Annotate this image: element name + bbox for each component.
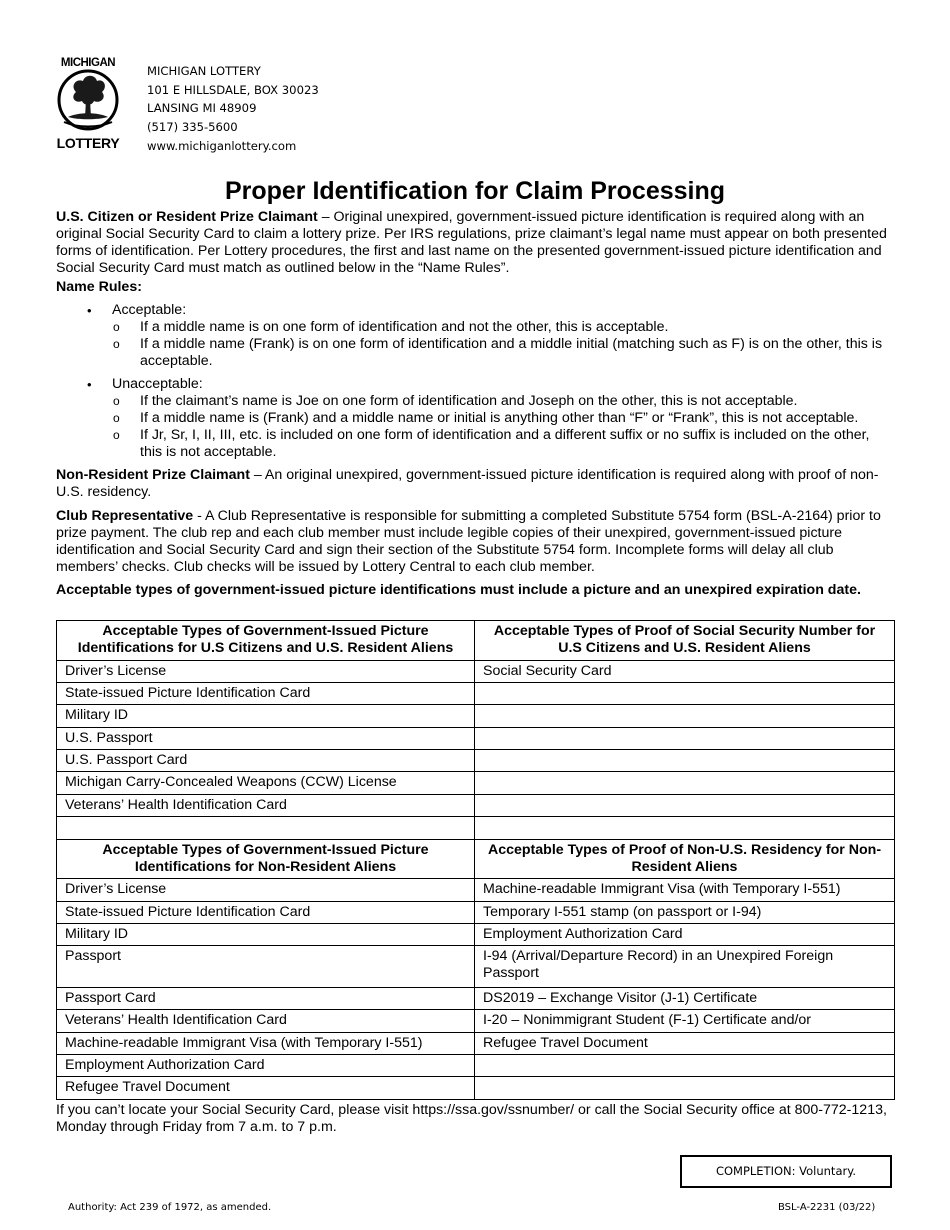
table-cell: Military ID: [57, 705, 475, 727]
logo-top-text: MICHIGAN: [60, 57, 116, 69]
table-cell: Machine-readable Immigrant Visa (with Temporary I-551): [57, 1032, 475, 1054]
table-cell: [475, 1077, 895, 1099]
table-cell: State-issued Picture Identification Card: [57, 901, 475, 923]
table-row: [57, 1032, 895, 1054]
acceptable-bullet: • Acceptable:: [87, 302, 187, 318]
table-cell: Veterans’ Health Identification Card: [57, 1010, 475, 1032]
table-cell: I-94 (Arrival/Departure Record) in an Unexpired Foreign Passport: [475, 946, 895, 988]
table-row: [57, 1077, 895, 1099]
table-cell: Refugee Travel Document: [475, 1032, 895, 1054]
unacceptable-bullet: • Unacceptable:: [87, 376, 203, 392]
authority-note: Authority: Act 239 of 1972, as amended.: [68, 1202, 272, 1213]
table-cell: [475, 682, 895, 704]
table-header-row: [57, 839, 895, 879]
table-cell: [475, 727, 895, 749]
table-cell: [475, 794, 895, 816]
table-row: [57, 794, 895, 816]
table-row: [57, 1010, 895, 1032]
table-row: [57, 817, 895, 839]
lottery-address-block: [147, 62, 319, 156]
table-cell: Michigan Carry-Concealed Weapons (CCW) License: [57, 772, 475, 794]
table-cell: [475, 1054, 895, 1076]
ssn-help-note: If you can’t locate your Social Security Card, please visit https://ssa.gov/ssnumber/ or call the Social Security office at 800-772-1213, Monday through Friday from 7 a.m. to 7 p.m.: [56, 1102, 887, 1135]
list-item: o If the claimant’s name is Joe on one form of identification and Joseph on the other, this is not acceptable.: [113, 393, 798, 409]
logo-bottom-text: LOTTERY: [56, 135, 120, 150]
table-cell: Social Security Card: [475, 660, 895, 682]
acceptable-label: Acceptable:: [112, 302, 187, 318]
non-resident-label: Non-Resident Prize Claimant: [56, 467, 250, 483]
table-cell: State-issued Picture Identification Card: [57, 682, 475, 704]
list-item: o If Jr, Sr, I, II, III, etc. is included on one form of identification and a different suffix or no suffix is included on the other, this is not acceptable.: [113, 427, 870, 460]
table-cell: Driver’s License: [57, 660, 475, 682]
table-cell: Driver’s License: [57, 879, 475, 901]
unacceptable-label: Unacceptable:: [112, 376, 203, 392]
table-cell: U.S. Passport Card: [57, 750, 475, 772]
table-cell: [475, 750, 895, 772]
us-citizen-label: U.S. Citizen or Resident Prize Claimant: [56, 209, 318, 225]
completion-box: COMPLETION: Voluntary.: [680, 1155, 892, 1188]
table-cell: Machine-readable Immigrant Visa (with Temporary I-551): [475, 879, 895, 901]
address-line: LANSING MI 48909: [147, 101, 257, 116]
table-cell: Employment Authorization Card: [57, 1054, 475, 1076]
identification-table: [56, 620, 895, 1100]
table-row: [57, 727, 895, 749]
michigan-lottery-logo: [54, 54, 122, 150]
club-text: - A Club Representative is responsible for submitting a completed Substitute 5754 form (BSL-A-2164) prior to prize payment. The club rep and each club member must include legible copies of their unexpired, government-issued picture identification and Social Security Card and sign their section of the Substitute 5754 form. Incomplete forms will delay all club members’ checks. Club checks will be issued by Lottery Central to each club member.: [56, 508, 881, 575]
table-cell: Veterans’ Health Identification Card: [57, 794, 475, 816]
table-row: [57, 879, 895, 901]
table-header-cell: Acceptable Types of Government-Issued Picture Identifications for Non-Resident Aliens: [57, 839, 475, 879]
club-paragraph: [56, 508, 891, 576]
acceptable-id-note: Acceptable types of government-issued picture identifications must include a picture and an unexpired expiration date.: [56, 582, 861, 598]
club-label: Club Representative: [56, 508, 194, 524]
address-line: MICHIGAN LOTTERY: [147, 64, 261, 78]
table-row: [57, 946, 895, 988]
table-cell: [475, 705, 895, 727]
non-resident-paragraph: [56, 467, 891, 501]
name-rules-list: [56, 302, 891, 461]
table-cell: [475, 817, 895, 839]
table-row: [57, 705, 895, 727]
table-cell: [475, 772, 895, 794]
table-cell: U.S. Passport: [57, 727, 475, 749]
address-line: 101 E HILLSDALE, BOX 30023: [147, 82, 319, 97]
table-row: [57, 772, 895, 794]
table-cell: [57, 817, 475, 839]
body-content: [56, 209, 891, 599]
table-row: [57, 682, 895, 704]
table-header-cell: Acceptable Types of Proof of Social Security Number for U.S Citizens and U.S. Resident Aliens: [475, 621, 895, 661]
table-row: [57, 660, 895, 682]
table-cell: Military ID: [57, 923, 475, 945]
us-citizen-paragraph: [56, 209, 891, 277]
us-citizen-text: – Original unexpired, government-issued picture identification is required along with an original Social Security Card to claim a lottery prize. Per IRS regulations, prize claimant’s legal name must appear on both presented forms of identification. Per Lottery procedures, the first and last name on the presented government-issued picture identification and Social Security Card must match as outlined below in the “Name Rules”.: [56, 209, 887, 276]
table-cell: Passport: [57, 946, 475, 988]
table-row: [57, 901, 895, 923]
table-cell: Passport Card: [57, 987, 475, 1009]
list-item: o If a middle name is on one form of identification and not the other, this is acceptable.: [113, 319, 669, 335]
table-header-cell: Acceptable Types of Government-Issued Picture Identifications for U.S Citizens and U.S. Resident Aliens: [57, 621, 475, 661]
table-cell: Employment Authorization Card: [475, 923, 895, 945]
address-phone: (517) 335-5600: [147, 120, 238, 135]
table-row: [57, 1054, 895, 1076]
name-rules-heading: Name Rules:: [56, 279, 142, 295]
table-cell: I-20 – Nonimmigrant Student (F-1) Certificate and/or: [475, 1010, 895, 1032]
table-header-row: [57, 621, 895, 661]
list-item: o If a middle name (Frank) is on one form of identification and a middle initial (matching such as F) is on the other, this is acceptable.: [113, 336, 883, 369]
table-header-cell: Acceptable Types of Proof of Non-U.S. Residency for Non-Resident Aliens: [475, 839, 895, 879]
table-row: [57, 923, 895, 945]
table-cell: DS2019 – Exchange Visitor (J-1) Certificate: [475, 987, 895, 1009]
non-resident-text: – An original unexpired, government-issued picture identification is required along with proof of non-U.S. residency.: [56, 467, 879, 500]
table-row: [57, 987, 895, 1009]
table-cell: Temporary I-551 stamp (on passport or I-94): [475, 901, 895, 923]
table-cell: Refugee Travel Document: [57, 1077, 475, 1099]
address-website: www.michiganlottery.com: [147, 138, 297, 153]
page-title: Proper Identification for Claim Processing: [224, 177, 726, 205]
list-item: o If a middle name is (Frank) and a middle name or initial is anything other than “F” or “Frank”, this is not acceptable.: [113, 410, 859, 426]
form-number: BSL-A-2231 (03/22): [778, 1202, 876, 1213]
table-row: [57, 750, 895, 772]
